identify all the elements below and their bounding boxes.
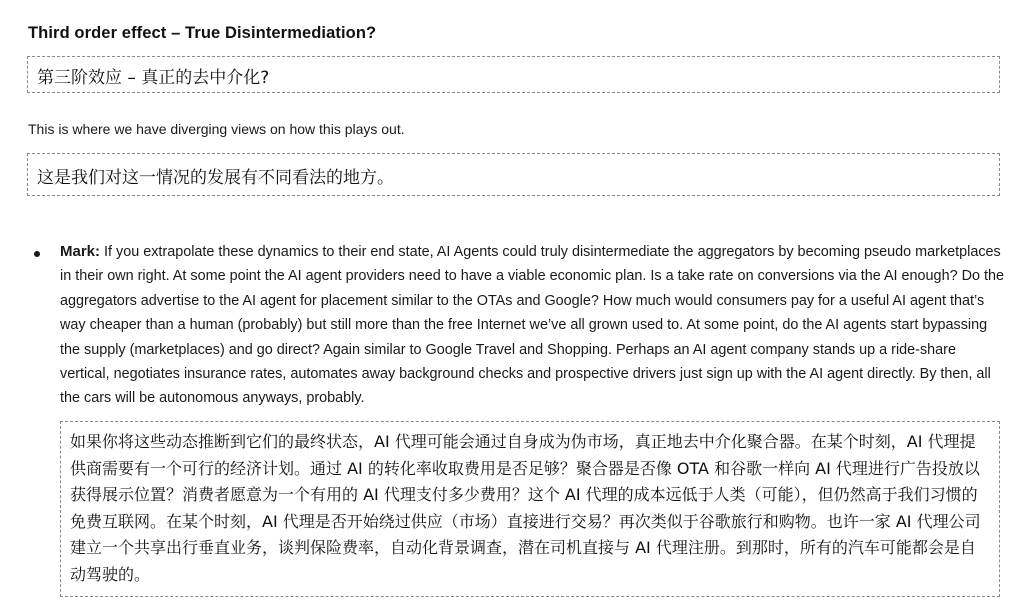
intro-translation-text: 这是我们对这一情况的发展有不同看法的地方。	[37, 168, 394, 188]
intro-translation-box	[27, 153, 1000, 196]
section-heading: Third order effect – True Disintermediation?	[28, 24, 377, 42]
bullet-paragraph	[60, 240, 1005, 411]
bullet-translation-text: 如果你将这些动态推断到它们的最终状态，AI 代理可能会通过自身成为伪市场，真正地去中介化聚合器。在某个时刻，AI 代理提供商需要有一个可行的经济计划。通过 AI 的转化率收取费用是否足够？聚合器是否像 OTA 和谷歌一样向 AI 代理进行广告投放以获得展示位置？消费者愿意为一个有用的 AI 代理支付多少费用？这个 AI 代理的成本远低于人类（可能），但仍然高于我们习惯的免费互联网。在某个时刻，AI 代理是否开始绕过供应（市场）直接进行交易？再次类似于谷歌旅行和购物。也许一家 AI 代理公司建立一个共享出行垂直业务，谈判保险费率，自动化背景调查，潜在司机直接与 AI 代理注册。到那时，所有的汽车可能都会是自动驾驶的。	[70, 432, 981, 584]
bullet-translation-box	[60, 421, 1000, 597]
bullet-body: If you extrapolate these dynamics to their end state, AI Agents could truly disintermediate the aggregators by becoming pseudo marketplaces in their own right. At some point the AI agent providers need to have a viable economic plan. Is a take rate on conversions via the AI enough? Do the aggregators advertise to the AI agent for placement similar to the OTAs and Google? How much would consumers pay for a useful AI agent that’s way cheaper than a human (probably) but still more than the free Internet we’ve all grown used to. At some point, do the AI agents start bypassing the supply (marketplaces) and go direct? Again similar to Google Travel and Shopping. Perhaps an AI agent company stands up a ride-share vertical, negotiates insurance rates, automates away background checks and prospective drivers just sign up with the AI agent directly. By then, all the cars will be autonomous anyways, probably.	[60, 244, 1004, 407]
heading-translation-text: 第三阶效应 – 真正的去中介化?	[37, 68, 270, 88]
intro-paragraph: This is where we have diverging views on how this plays out.	[28, 121, 405, 137]
speaker-name: Mark:	[60, 243, 101, 260]
bullet-marker	[34, 251, 40, 257]
heading-translation-box	[27, 56, 1000, 93]
